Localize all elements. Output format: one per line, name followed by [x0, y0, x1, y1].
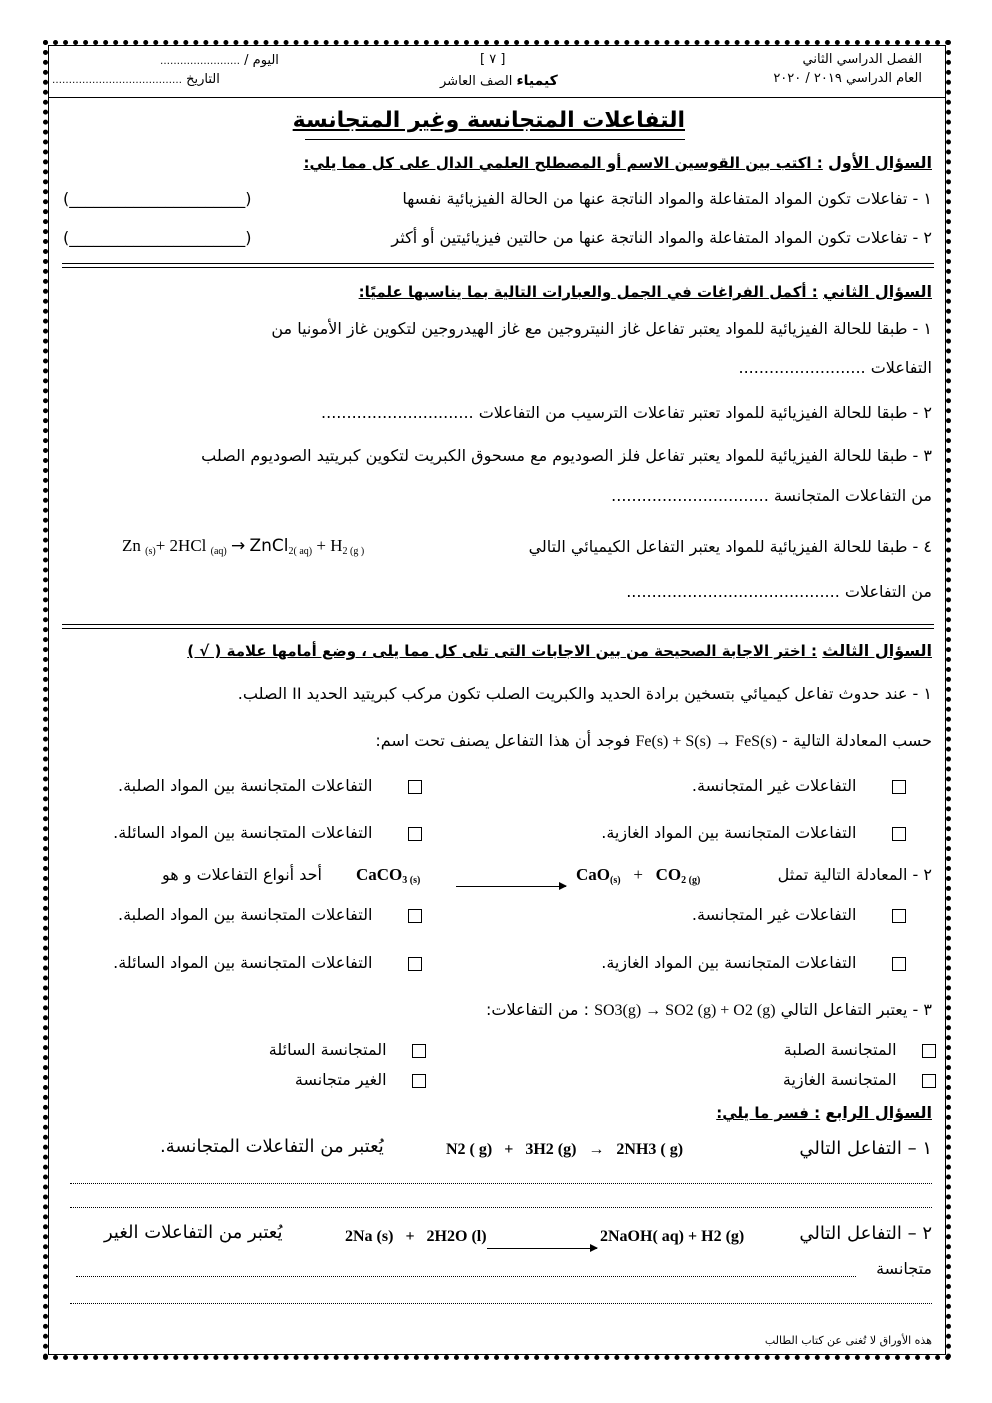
- checkbox[interactable]: [922, 1044, 936, 1058]
- date-label: التاريخ: [186, 72, 220, 87]
- q3-instruction: : اختر الاجابة الصحيحة من بين الاجابات التى تلى كل مما يلى ، وضع أمامها علامة ( √ ): [187, 642, 818, 660]
- q4-item-1-pre: ١ – التفاعل التالي: [799, 1138, 932, 1159]
- q3-item-2-reactant: [356, 865, 420, 886]
- q4-item-2-post-a: يُعتبر من التفاعلات الغير: [104, 1222, 283, 1243]
- q1-heading: [303, 153, 932, 172]
- option-label: التفاعلات المتجانسة بين المواد السائلة.: [113, 823, 373, 842]
- day-label: اليوم /: [244, 53, 279, 68]
- checkbox[interactable]: [412, 1044, 426, 1058]
- option-label: التفاعلات المتجانسة بين المواد الصلبة.: [118, 776, 373, 795]
- option-label: التفاعلات المتجانسة بين المواد السائلة.: [113, 953, 373, 972]
- eq-zncl2-state: 2( aq): [288, 546, 313, 557]
- q3-2-option-c[interactable]: [601, 953, 906, 972]
- option-label: المتجانسة الصلبة: [783, 1040, 897, 1059]
- q2-item-1-line-1: ١ - طبقا للحالة الفيزيائية للمواد يعتبر تفاعل غاز النيتروجين مع غاز الهيدروجين لتكوين غاز الأمونيا من: [271, 319, 932, 338]
- q3-1-option-c[interactable]: [601, 823, 906, 842]
- q3-3-option-a[interactable]: [784, 1040, 936, 1059]
- q2-item-4-line-1: ٤ - طبقا للحالة الفيزيائية للمواد يعتبر التفاعل الكيميائي التالي: [528, 537, 932, 556]
- checkbox[interactable]: [408, 909, 422, 923]
- checkbox[interactable]: [892, 780, 906, 794]
- q1-item-1: ١ - تفاعلات تكون المواد المتفاعلة والمواد الناتجة عنها من الحالة الفيزيائية نفسها: [402, 189, 932, 208]
- page-title: التفاعلات المتجانسة وغير المتجانسة: [292, 108, 685, 133]
- q1-item-1-blank[interactable]: (______________________): [63, 189, 252, 208]
- semester-label: الفصل الدراسي الثاني: [802, 52, 922, 67]
- checkbox[interactable]: [412, 1074, 426, 1088]
- eq-caco3-state: 3 (s): [402, 875, 421, 886]
- option-label: التفاعلات غير المتجانسة.: [691, 776, 857, 795]
- q4-item-2-reactants: 2Na (s) + 2H2O (l): [345, 1228, 487, 1245]
- q3-item-3-equation: SO3(g) → SO2 (g) + O2 (g): [594, 1002, 776, 1019]
- option-label: المتجانسة السائلة: [268, 1040, 387, 1059]
- q4-heading: [716, 1103, 932, 1122]
- eq-zn-state: (s): [145, 546, 156, 557]
- q1-label: السؤال الأول: [828, 153, 932, 172]
- q3-item-2-arrow: [456, 876, 566, 895]
- section-separator: [62, 263, 934, 268]
- q2-item-2: ٢ - طبقا للحالة الفيزيائية للمواد تعتبر تفاعلات الترسيب من التفاعلات ..............................: [321, 403, 932, 422]
- subject-grade: [440, 73, 558, 89]
- day-field[interactable]: [160, 53, 279, 68]
- option-label: الغير متجانسة: [294, 1070, 387, 1089]
- date-dots: …………………………………: [52, 75, 182, 86]
- q2-item-3-line-2: من التفاعلات المتجانسة ...............................: [611, 486, 932, 505]
- checkbox[interactable]: [922, 1074, 936, 1088]
- answer-line[interactable]: [70, 1183, 932, 1184]
- q3-3-option-c[interactable]: [783, 1070, 936, 1089]
- q4-item-1-equation: N2 ( g) + 3H2 (g) → 2NH3 ( g): [446, 1141, 684, 1158]
- checkbox[interactable]: [892, 827, 906, 841]
- year-label: العام الدراسي ٢٠١٩ / ٢٠٢٠: [773, 71, 922, 86]
- q4-item-2-arrow: [487, 1238, 597, 1257]
- q4-item-2-post-b: متجانسة: [876, 1259, 932, 1278]
- title-underline: [305, 139, 685, 140]
- q3-item-1-line-1: ١ - عند حدوث تفاعل كيميائي بتسخين برادة الحديد والكبريت الصلب تكون مركب كبريتيد الحديد II الصلب.: [237, 684, 932, 703]
- q3-2-option-d[interactable]: [113, 953, 422, 972]
- header-divider: [48, 97, 946, 98]
- grade-label: الصف العاشر: [440, 74, 513, 89]
- checkbox[interactable]: [408, 957, 422, 971]
- q1-instruction: : اكتب بين القوسين الاسم أو المصطلح العلمي الدال على كل مما يلي:: [303, 154, 823, 172]
- q2-heading: [359, 282, 932, 301]
- eq-hcl-state: (aq): [210, 546, 227, 557]
- eq-cao-state: (s): [610, 875, 621, 886]
- q4-item-2-pre: ٢ – التفاعل التالي: [799, 1223, 932, 1244]
- eq-cao: CaO: [576, 865, 610, 884]
- checkbox[interactable]: [408, 827, 422, 841]
- eq-zncl2: ZnCl: [249, 536, 289, 556]
- option-label: المتجانسة الغازية: [782, 1070, 897, 1089]
- q3-item-3-pre: ٣ - يعتبر التفاعل التالي: [780, 1000, 932, 1019]
- date-field[interactable]: [52, 72, 220, 87]
- checkbox[interactable]: [892, 957, 906, 971]
- q3-1-option-d[interactable]: [113, 823, 422, 842]
- q2-item-1-line-2: التفاعلات .........................: [738, 358, 932, 377]
- q3-item-2-post: أحد أنواع التفاعلات و هو: [162, 865, 322, 884]
- q3-item-2-products: [576, 865, 700, 886]
- option-label: التفاعلات غير المتجانسة.: [691, 905, 857, 924]
- q3-item-1-pre: حسب المعادلة التالية -: [782, 731, 932, 750]
- q3-item-1-post: فوجد أن هذا التفاعل يصنف تحت اسم:: [375, 731, 631, 750]
- q4-item-2-products: 2NaOH( aq) + H2 (g): [600, 1228, 745, 1245]
- q3-3-option-d[interactable]: [295, 1070, 426, 1089]
- eq-co2: CO: [655, 865, 682, 884]
- answer-line[interactable]: [70, 1303, 932, 1304]
- eq-plus: +: [633, 865, 643, 884]
- eq-arrow: →: [231, 536, 246, 556]
- answer-line[interactable]: [70, 1207, 932, 1208]
- q4-label: السؤال الرابع: [825, 1103, 932, 1122]
- day-dots: ……………………: [160, 56, 240, 67]
- q3-item-1-line-2: [375, 731, 932, 751]
- q1-item-2: ٢ - تفاعلات تكون المواد المتفاعلة والمواد الناتجة عنها من حالتين فيزيائيتين أو أكثر: [391, 228, 932, 247]
- q3-1-option-b[interactable]: [118, 776, 422, 795]
- q2-item-4-line-2: من التفاعلات ..........................................: [626, 582, 932, 601]
- eq-h2-state: 2 (g ): [342, 546, 365, 557]
- q3-item-2-pre: ٢ - المعادلة التالية تمثل: [777, 865, 932, 884]
- section-separator: [62, 624, 934, 629]
- q2-item-4-equation: [122, 536, 364, 557]
- q1-item-2-blank[interactable]: (______________________): [63, 228, 252, 247]
- q4-item-1-post: يُعتبر من التفاعلات المتجانسة.: [160, 1136, 384, 1157]
- q3-3-option-b[interactable]: [269, 1040, 426, 1059]
- q3-heading: [187, 641, 932, 660]
- eq-zn: Zn: [122, 536, 141, 555]
- option-label: التفاعلات المتجانسة بين المواد الغازية.: [601, 823, 857, 842]
- option-label: التفاعلات المتجانسة بين المواد الغازية.: [601, 953, 857, 972]
- answer-line[interactable]: [76, 1276, 856, 1277]
- eq-h2: + H: [316, 536, 343, 555]
- footer-note: هذه الأوراق لا تُغنى عن كتاب الطالب: [764, 1334, 932, 1347]
- q3-label: السؤال الثالث: [822, 641, 932, 660]
- q3-item-3-post: : من التفاعلات:: [485, 1000, 589, 1019]
- q2-item-3-line-1: ٣ - طبقا للحالة الفيزيائية للمواد يعتبر تفاعل فلز الصوديوم مع مسحوق الكبريت لتكوين كبريتيد الصوديوم الصلب: [201, 446, 932, 465]
- q2-label: السؤال الثاني: [823, 282, 932, 301]
- checkbox[interactable]: [408, 780, 422, 794]
- eq-caco3: CaCO: [356, 865, 403, 884]
- q3-1-option-a[interactable]: [692, 776, 906, 795]
- subject-label: كيمياء: [516, 73, 558, 89]
- q3-2-option-b[interactable]: [118, 905, 422, 924]
- eq-co2-state: 2 (g): [681, 875, 701, 886]
- q2-instruction: : أكمل الفراغات في الجمل والعبارات التالية بما يناسبها علميًا:: [358, 283, 818, 301]
- q3-item-1-equation: Fe(s) + S(s) → FeS(s): [635, 733, 777, 750]
- page-number: [ ٧ ]: [480, 52, 506, 67]
- q4-instruction: : فسر ما يلي:: [716, 1104, 821, 1122]
- option-label: التفاعلات المتجانسة بين المواد الصلبة.: [118, 905, 373, 924]
- eq-hcl: + 2HCl: [155, 536, 207, 555]
- checkbox[interactable]: [892, 909, 906, 923]
- q3-item-3-line: [486, 1000, 932, 1020]
- q3-2-option-a[interactable]: [692, 905, 906, 924]
